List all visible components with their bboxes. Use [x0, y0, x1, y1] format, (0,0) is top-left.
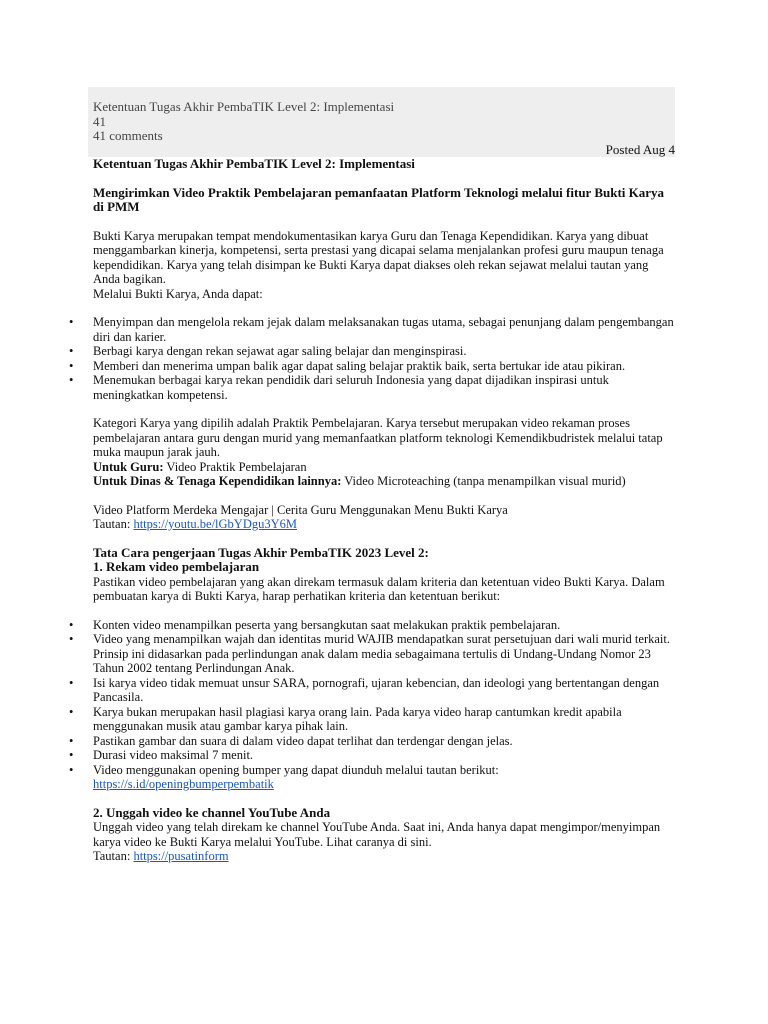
step1-text: Pastikan video pembelajaran yang akan direkam termasuk dalam kriteria dan ketentuan video Bukti Karya. Dalam pembuatan karya di Bukti Karya, harap perhatikan kriteria dan ketentuan berikut: — [93, 574, 665, 603]
guru-line — [93, 460, 676, 475]
like-count[interactable]: 41 — [93, 114, 106, 129]
criteria-list — [93, 618, 676, 792]
list-item: • Durasi video maksimal 7 menit. — [93, 748, 676, 763]
intro-paragraph: Bukti Karya merupakan tempat mendokumentasikan karya Guru dan Tenaga Kependidikan. Karya yang dibuat menggambarkan kinerja, kompetensi, serta prestasi yang dicapai selama menjalankan profesi guru maupun tenaga kependidikan. Karya yang telah disimpan ke Bukti Karya dapat diakses oleh rekan sejawat melalui tautan yang Anda bagikan. — [93, 228, 664, 286]
document-body — [93, 157, 676, 864]
list-item: • Memberi dan menerima umpan balik agar dapat saling belajar praktik baik, serta bertukar ide atau pikiran. — [93, 359, 676, 374]
step2-link-label: Tautan: — [93, 849, 134, 863]
video-title: Video Platform Merdeka Mengajar | Cerita Guru Menggunakan Menu Bukti Karya — [93, 502, 508, 517]
steps-title: Tata Cara pengerjaan Tugas Akhir PembaTIK 2023 Level 2: — [93, 544, 429, 560]
guru-value: Video Praktik Pembelajaran — [163, 459, 307, 474]
bumper-text: Video menggunakan opening bumper yang dapat diunduh melalui tautan berikut: — [93, 762, 499, 777]
post-title[interactable]: Ketentuan Tugas Akhir PembaTIK Level 2: Implementasi — [93, 99, 395, 114]
list-item: • Konten video menampilkan peserta yang bersangkutan saat melakukan praktik pembelajaran. — [93, 618, 676, 633]
benefits-list — [93, 315, 676, 402]
video-link[interactable]: https://youtu.be/lGbYDgu3Y6M — [133, 517, 297, 531]
step2-title: 2. Unggah video ke channel YouTube Anda — [93, 804, 331, 820]
dinas-value: Video Microteaching (tanpa menampilkan visual murid) — [341, 474, 626, 488]
list-item: • Menemukan berbagai karya rekan pendidik dari seluruh Indonesia yang dapat dijadikan inspirasi untuk meningkatkan kompetensi. — [93, 373, 676, 402]
intro-lead: Melalui Bukti Karya, Anda dapat: — [93, 286, 263, 301]
document-subtitle: Mengirimkan Video Praktik Pembelajaran pemanfaatan Platform Teknologi melalui fitur Bukti Karya di PMM — [93, 184, 665, 214]
step2-link[interactable]: https://pusatinform — [133, 849, 229, 863]
list-item: • Berbagi karya dengan rekan sejawat agar saling belajar dan menginspirasi. — [93, 344, 676, 359]
document-title: Ketentuan Tugas Akhir PembaTIK Level 2: Implementasi — [93, 156, 415, 171]
comments-link[interactable]: 41 comments — [93, 128, 163, 143]
posted-date: Posted Aug 4 — [605, 142, 675, 157]
post-header — [88, 87, 675, 157]
list-item — [93, 763, 676, 792]
step1-title: 1. Rekam video pembelajaran — [93, 559, 260, 574]
list-item: • Pastikan gambar dan suara di dalam video dapat terlihat dan terdengar dengan jelas. — [93, 734, 676, 749]
list-item: • Menyimpan dan mengelola rekam jejak dalam melaksanakan tugas utama, sebagai penunjang dalam pengembangan diri dan karier. — [93, 315, 676, 344]
video-link-label: Tautan: — [93, 517, 134, 531]
list-item: • Karya bukan merupakan hasil plagiasi karya orang lain. Pada karya video harap cantumkan kredit apabila menggunakan musik atau gambar karya pihak lain. — [93, 705, 676, 734]
step2-link-line — [93, 849, 676, 864]
step2-text: Unggah video yang telah direkam ke channel YouTube Anda. Saat ini, Anda hanya dapat mengimpor/menyimpan karya video ke Bukti Karya melalui YouTube. Lihat caranya di sini. — [93, 820, 661, 849]
video-link-line — [93, 517, 676, 532]
list-item: • Video yang menampilkan wajah dan identitas murid WAJIB mendapatkan surat persetujuan dari wali murid terkait. Prinsip ini didasarkan pada perlindungan anak dalam media sebagaimana tertulis di Undang-Undang Nomor 23 Tahun 2002 tentang Perlindungan Anak. — [93, 632, 676, 676]
dinas-label: Untuk Dinas & Tenaga Kependidikan lainnya: — [93, 474, 342, 488]
bumper-link[interactable]: https://s.id/openingbumperpembatik — [93, 777, 274, 791]
list-item: • Isi karya video tidak memuat unsur SARA, pornografi, ujaran kebencian, dan ideologi yang bertentangan dengan Pancasila. — [93, 676, 676, 705]
category-paragraph: Kategori Karya yang dipilih adalah Praktik Pembelajaran. Karya tersebut merupakan video rekaman proses pembelajaran antara guru dengan murid yang memanfaatkan platform teknologi Kemendikbudristek melalui tatap muka maupun jarak jauh. — [93, 416, 663, 459]
guru-label: Untuk Guru: — [93, 459, 164, 474]
dinas-line — [93, 474, 676, 489]
